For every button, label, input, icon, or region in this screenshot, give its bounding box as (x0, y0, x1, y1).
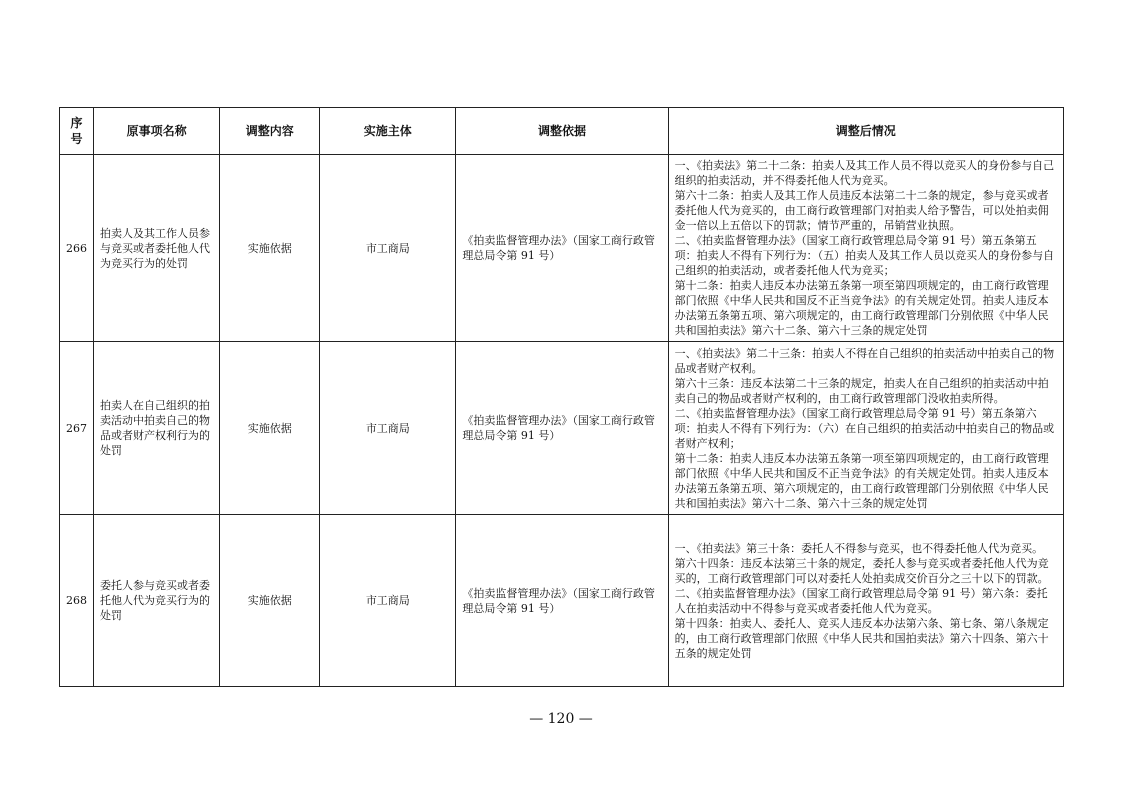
row-after (668, 342, 1063, 515)
row-after (668, 515, 1063, 687)
row-item-name: 委托人参与竞买或者委托他人代为竞买行为的处罚 (94, 515, 220, 687)
after-paragraph: 第六十二条：拍卖人及其工作人员违反本法第二十二条的规定，参与竞买或者委托他人代为竞买的，由工商行政管理部门对拍卖人给予警告，可以处拍卖佣金一倍以上五倍以下的罚款；情节严重的，吊销营业执照。 (674, 189, 1049, 232)
header-seq-label: 序号 (70, 116, 83, 146)
row-basis: 《拍卖监督管理办法》（国家工商行政管理总局令第 91 号） (456, 515, 668, 687)
header-after: 调整后情况 (668, 108, 1063, 155)
row-seq: 267 (60, 342, 94, 515)
table-header-row (60, 108, 1064, 155)
row-seq: 266 (60, 155, 94, 342)
header-basis: 调整依据 (456, 108, 668, 155)
after-paragraph: 二、《拍卖监督管理办法》（国家工商行政管理总局令第 91 号）第五条第五项：拍卖人不得有下列行为：（五）拍卖人及其工作人员以竞买人的身份参与自己组织的拍卖活动，或者委托他人代为竞买； (674, 234, 1055, 277)
after-paragraph: 第十二条：拍卖人违反本办法第五条第一项至第四项规定的，由工商行政管理部门依照《中华人民共和国反不正当竞争法》的有关规定处罚。拍卖人违反本办法第五条第五项、第六项规定的，由工商行政管理部门分别依照《中华人民共和国拍卖法》第六十二条、第六十三条的规定处罚 (674, 279, 1049, 337)
row-after (668, 155, 1063, 342)
after-paragraph: 一、《拍卖法》第二十三条：拍卖人不得在自己组织的拍卖活动中拍卖自己的物品或者财产权利。 (674, 346, 1055, 375)
header-subject: 实施主体 (320, 108, 456, 155)
header-seq (60, 108, 94, 155)
row-subject: 市工商局 (320, 342, 456, 515)
header-content: 调整内容 (220, 108, 320, 155)
after-paragraph: 一、《拍卖法》第二十二条：拍卖人及其工作人员不得以竞买人的身份参与自己组织的拍卖活动，并不得委托他人代为竞买。 (674, 159, 1055, 187)
row-seq: 268 (60, 515, 94, 687)
row-basis: 《拍卖监督管理办法》（国家工商行政管理总局令第 91 号） (456, 342, 668, 515)
row-adjust-content: 实施依据 (220, 515, 320, 687)
row-subject: 市工商局 (320, 515, 456, 687)
row-item-name: 拍卖人在自己组织的拍卖活动中拍卖自己的物品或者财产权利行为的处罚 (94, 342, 220, 515)
row-item-name: 拍卖人及其工作人员参与竞买或者委托他人代为竞买行为的处罚 (94, 155, 220, 342)
after-paragraph: 二、《拍卖监督管理办法》（国家工商行政管理总局令第 91 号）第六条：委托人在拍卖活动中不得参与竞买或者委托他人代为竞买。 (674, 586, 1048, 615)
row-basis: 《拍卖监督管理办法》（国家工商行政管理总局令第 91 号） (456, 155, 668, 342)
after-paragraph: 第六十四条：违反本法第三十条的规定，委托人参与竞买或者委托他人代为竞买的，工商行政管理部门可以对委托人处拍卖成交价百分之三十以下的罚款。 (674, 556, 1049, 585)
page-number: — 120 — (529, 711, 593, 727)
row-adjust-content: 实施依据 (220, 342, 320, 515)
after-paragraph: 第十二条：拍卖人违反本办法第五条第一项至第四项规定的，由工商行政管理部门依照《中华人民共和国反不正当竞争法》的有关规定处罚。拍卖人违反本办法第五条第五项、第六项规定的，由工商行政管理部门分别依照《中华人民共和国拍卖法》第六十二条、第六十三条的规定处罚 (674, 451, 1049, 510)
table-row (60, 342, 1064, 515)
table-row (60, 155, 1064, 342)
table-row (60, 515, 1064, 687)
after-paragraph: 一、《拍卖法》第三十条：委托人不得参与竞买，也不得委托他人代为竞买。 (674, 541, 1044, 555)
header-name: 原事项名称 (94, 108, 220, 155)
row-adjust-content: 实施依据 (220, 155, 320, 342)
after-paragraph: 二、《拍卖监督管理办法》（国家工商行政管理总局令第 91 号）第五条第六项：拍卖人不得有下列行为：（六）在自己组织的拍卖活动中拍卖自己的物品或者财产权利； (674, 406, 1055, 450)
after-paragraph: 第十四条：拍卖人、委托人、竞买人违反本办法第六条、第七条、第八条规定的，由工商行政管理部门依照《中华人民共和国拍卖法》第六十四条、第六十五条的规定处罚 (674, 616, 1049, 660)
row-subject: 市工商局 (320, 155, 456, 342)
after-paragraph: 第六十三条：违反本法第二十三条的规定，拍卖人在自己组织的拍卖活动中拍卖自己的物品或者财产权利的，由工商行政管理部门没收拍卖所得。 (674, 376, 1049, 405)
adjustment-table (59, 107, 1064, 687)
